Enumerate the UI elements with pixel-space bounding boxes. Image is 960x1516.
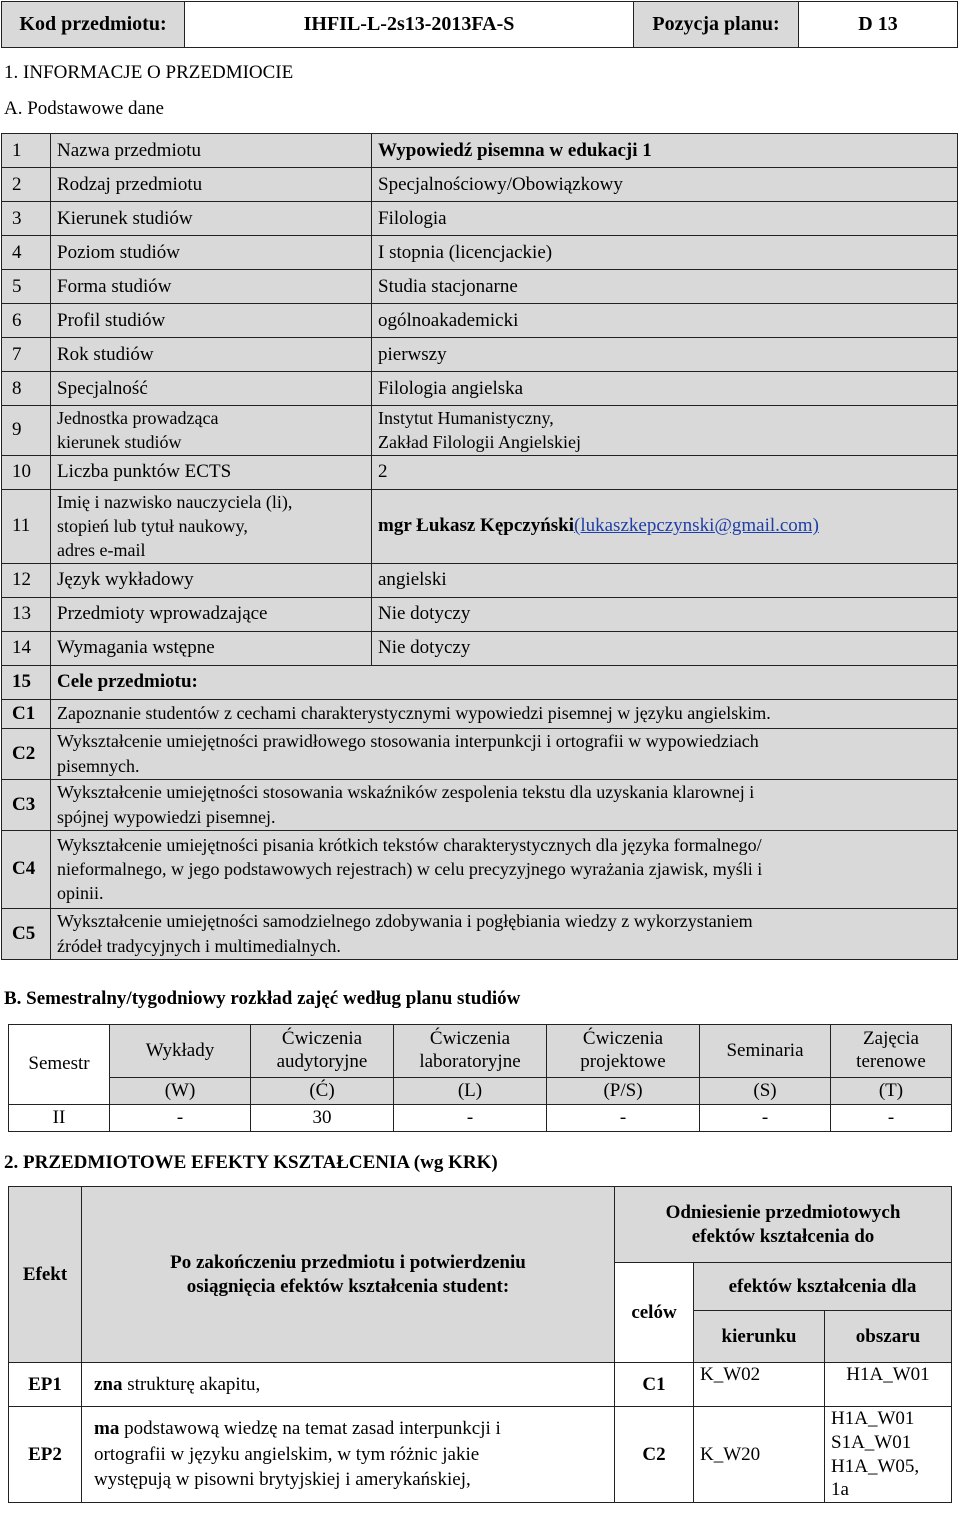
row-number: 11 <box>2 489 51 563</box>
row-value: Filologia <box>372 202 958 236</box>
section-b-title: B. Semestralny/tygodniowy rozkład zajęć według planu studiów <box>4 988 521 1009</box>
plan-position-label: Pozycja planu: <box>634 2 799 48</box>
row-number: 4 <box>2 236 51 270</box>
header-line: projektowe <box>580 1051 666 1072</box>
effects-table <box>8 1186 952 1503</box>
schedule-row <box>9 1105 952 1132</box>
goal-code: C1 <box>2 699 51 728</box>
table-row <box>2 134 958 168</box>
row-value <box>372 406 958 456</box>
goal-text <box>51 779 958 830</box>
effect-code: EP2 <box>9 1407 82 1503</box>
goal-code: C2 <box>2 728 51 779</box>
label-line: adres e-mail <box>57 540 146 561</box>
lecture-header: Wykłady <box>110 1025 251 1078</box>
schedule-codes-row <box>9 1078 952 1105</box>
goal-row <box>2 908 958 959</box>
goal-line: Wykształcenie umiejętności prawidłowego stosowania interpunkcji i ortografii w wypowiedziach <box>57 731 759 752</box>
goal-line: Zapoznanie studentów z cechami charakterystycznymi wypowiedzi pisemnej w języku angielskim. <box>57 703 771 724</box>
class-code: (S) <box>700 1078 831 1105</box>
goal-text <box>51 830 958 908</box>
header-line: Ćwiczenia <box>281 1028 363 1050</box>
goal-line: opinii. <box>57 883 104 904</box>
teacher-email-link[interactable]: (lukaszkepczynski@gmail.com) <box>574 515 819 537</box>
plan-position-value: D 13 <box>799 2 958 48</box>
area-line: H1A_W05, <box>831 1455 920 1477</box>
row-number: 15 <box>2 665 51 699</box>
schedule-header-row <box>9 1025 952 1078</box>
class-code: (L) <box>394 1078 547 1105</box>
hours-value: - <box>831 1105 952 1132</box>
goal-code: C3 <box>2 779 51 830</box>
row-number: 5 <box>2 270 51 304</box>
goal-row <box>2 779 958 830</box>
hours-value: - <box>394 1105 547 1132</box>
class-code: (Ć) <box>251 1078 394 1105</box>
teacher-value <box>372 489 958 563</box>
table-row <box>2 597 958 631</box>
goal-row <box>2 699 958 728</box>
semester-value: II <box>9 1105 110 1132</box>
effect-description <box>82 1407 615 1503</box>
goals-header-row <box>2 665 958 699</box>
goal-line: Wykształcenie umiejętności stosowania wskaźników zespolenia tekstu dla uzyskania klarownej i <box>57 782 755 803</box>
row-number: 12 <box>2 563 51 597</box>
table-row <box>2 631 958 665</box>
hours-value: - <box>547 1105 700 1132</box>
row-number: 6 <box>2 304 51 338</box>
table-row <box>2 202 958 236</box>
table-row <box>2 406 958 456</box>
row-value: ogólnoakademicki <box>372 304 958 338</box>
row-label: Rok studiów <box>51 338 372 372</box>
effect-text: podstawową wiedzę na temat zasad interpunkcji i <box>119 1418 501 1440</box>
row-number: 1 <box>2 134 51 168</box>
row-label: Język wykładowy <box>51 563 372 597</box>
table-row <box>2 563 958 597</box>
section-a-title: A. Podstawowe dane <box>4 98 164 119</box>
row-label: Wymagania wstępne <box>51 631 372 665</box>
goal-text <box>51 728 958 779</box>
table-row <box>2 168 958 202</box>
table-row <box>2 455 958 489</box>
area-line: 1a <box>831 1479 849 1501</box>
table-row <box>2 338 958 372</box>
course-header <box>1 1 958 48</box>
hours-value: - <box>700 1105 831 1132</box>
goal-line: Wykształcenie umiejętności pisania krótkich tekstów charakterystycznych dla języka formalnego/ <box>57 834 762 855</box>
value-line: Instytut Humanistyczny, <box>378 408 554 428</box>
header-line: audytoryjne <box>276 1051 368 1072</box>
row-label: Kierunek studiów <box>51 202 372 236</box>
schedule-table <box>8 1024 952 1132</box>
class-code: (P/S) <box>547 1078 700 1105</box>
label-line: Imię i nazwisko nauczyciela (li), <box>57 491 293 512</box>
header-line: Ćwiczenia <box>429 1028 511 1050</box>
row-label: Forma studiów <box>51 270 372 304</box>
row-label: Nazwa przedmiotu <box>51 134 372 168</box>
row-label: Poziom studiów <box>51 236 372 270</box>
goals-header: celów <box>615 1263 694 1363</box>
row-value: angielski <box>372 563 958 597</box>
effect-field: K_W20 <box>694 1407 825 1503</box>
effect-row <box>9 1407 952 1503</box>
goal-row <box>2 728 958 779</box>
effect-line: ortografii w języku angielskim, w tym różnic jakie <box>94 1443 480 1465</box>
goal-line: źródeł tradycyjnych i multimedialnych. <box>57 935 341 956</box>
header-line: Odniesienie przedmiotowych <box>665 1201 901 1223</box>
row-number: 8 <box>2 372 51 406</box>
description-header <box>82 1187 615 1363</box>
reference-header <box>615 1187 952 1263</box>
section-1-title: 1. INFORMACJE O PRZEDMIOCIE <box>4 62 294 83</box>
row-value: I stopnia (licencjackie) <box>372 236 958 270</box>
row-label: Liczba punktów ECTS <box>51 455 372 489</box>
hours-value: 30 <box>251 1105 394 1132</box>
effect-goal: C2 <box>615 1407 694 1503</box>
ects-value: 2 <box>372 455 958 489</box>
header-line: efektów kształcenia do <box>691 1225 875 1247</box>
goal-line: spójnej wypowiedzi pisemnej. <box>57 806 276 827</box>
table-row <box>2 489 958 563</box>
course-name-value: Wypowiedź pisemna w edukacji 1 <box>372 134 958 168</box>
table-row <box>2 236 958 270</box>
row-value: Specjalnościowy/Obowiązkowy <box>372 168 958 202</box>
seminar-header: Seminaria <box>700 1025 831 1078</box>
header-line: osiągnięcia efektów kształcenia student: <box>186 1275 510 1297</box>
effect-verb: ma <box>94 1418 120 1440</box>
effect-verb: zna <box>94 1373 123 1395</box>
row-number: 10 <box>2 455 51 489</box>
label-line: stopień lub tytuł naukowy, <box>57 515 248 536</box>
row-value: Nie dotyczy <box>372 631 958 665</box>
row-number: 9 <box>2 406 51 456</box>
row-value: Nie dotyczy <box>372 597 958 631</box>
row-number: 3 <box>2 202 51 236</box>
effect-row <box>9 1363 952 1407</box>
table-row <box>2 372 958 406</box>
course-code-label: Kod przedmiotu: <box>2 2 185 48</box>
effect-line: występują w pisowni brytyjskiej i amerykańskiej, <box>94 1469 471 1491</box>
row-label: Profil studiów <box>51 304 372 338</box>
row-label: Specjalność <box>51 372 372 406</box>
goals-heading: Cele przedmiotu: <box>51 665 958 699</box>
row-number: 7 <box>2 338 51 372</box>
goal-text <box>51 908 958 959</box>
row-value: Studia stacjonarne <box>372 270 958 304</box>
label-line: Jednostka prowadząca <box>57 408 219 428</box>
effect-header: Efekt <box>9 1187 82 1363</box>
effect-goal: C1 <box>615 1363 694 1407</box>
effect-area <box>825 1407 952 1503</box>
project-header <box>547 1025 700 1078</box>
table-row <box>2 270 958 304</box>
goal-code: C4 <box>2 830 51 908</box>
row-label: Przedmioty wprowadzające <box>51 597 372 631</box>
header-line: Ćwiczenia <box>582 1028 664 1050</box>
course-code-value: IHFIL-L-2s13-2013FA-S <box>185 2 634 48</box>
section-2-title: 2. PRZEDMIOTOWE EFEKTY KSZTAŁCENIA (wg KRK) <box>4 1152 498 1173</box>
auditory-header <box>251 1025 394 1078</box>
area-line: S1A_W01 <box>831 1431 912 1453</box>
goal-row <box>2 830 958 908</box>
goal-line: pisemnych. <box>57 755 140 776</box>
effects-for-header: efektów kształcenia dla <box>694 1263 952 1311</box>
row-number: 14 <box>2 631 51 665</box>
row-label <box>51 489 372 563</box>
field-header: kierunku <box>694 1311 825 1363</box>
basic-data-table <box>1 133 958 960</box>
goal-code: C5 <box>2 908 51 959</box>
header-line: laboratoryjne <box>419 1051 521 1072</box>
class-code: (T) <box>831 1078 952 1105</box>
area-header: obszaru <box>825 1311 952 1363</box>
goal-line: nieformalnego, w jego podstawowych rejestrach) w celu precyzyjnego wyrażania zjawisk, myśli i <box>57 858 763 879</box>
effect-area: H1A_W01 <box>825 1363 952 1407</box>
effects-header-row <box>9 1187 952 1263</box>
row-number: 13 <box>2 597 51 631</box>
label-line: kierunek studiów <box>57 432 182 453</box>
row-value: pierwszy <box>372 338 958 372</box>
row-label: Rodzaj przedmiotu <box>51 168 372 202</box>
effect-code: EP1 <box>9 1363 82 1407</box>
header-line: Po zakończeniu przedmiotu i potwierdzeniu <box>170 1251 526 1273</box>
table-row <box>2 304 958 338</box>
teacher-name: mgr Łukasz Kępczyński <box>378 515 575 537</box>
effect-text: strukturę akapitu, <box>122 1373 261 1395</box>
value-line: Zakład Filologii Angielskiej <box>378 432 581 453</box>
effect-description <box>82 1363 615 1407</box>
goal-text <box>51 699 958 728</box>
row-label <box>51 406 372 456</box>
fieldwork-header: Zajęcia terenowe <box>831 1025 952 1078</box>
effect-field: K_W02 <box>694 1363 825 1407</box>
row-value: Filologia angielska <box>372 372 958 406</box>
hours-value: - <box>110 1105 251 1132</box>
goal-line: Wykształcenie umiejętności samodzielnego zdobywania i pogłębiania wiedzy z wykorzystaniem <box>57 911 753 932</box>
laboratory-header <box>394 1025 547 1078</box>
area-line: H1A_W01 <box>831 1408 915 1429</box>
row-number: 2 <box>2 168 51 202</box>
semester-header: Semestr <box>9 1025 110 1105</box>
class-code: (W) <box>110 1078 251 1105</box>
